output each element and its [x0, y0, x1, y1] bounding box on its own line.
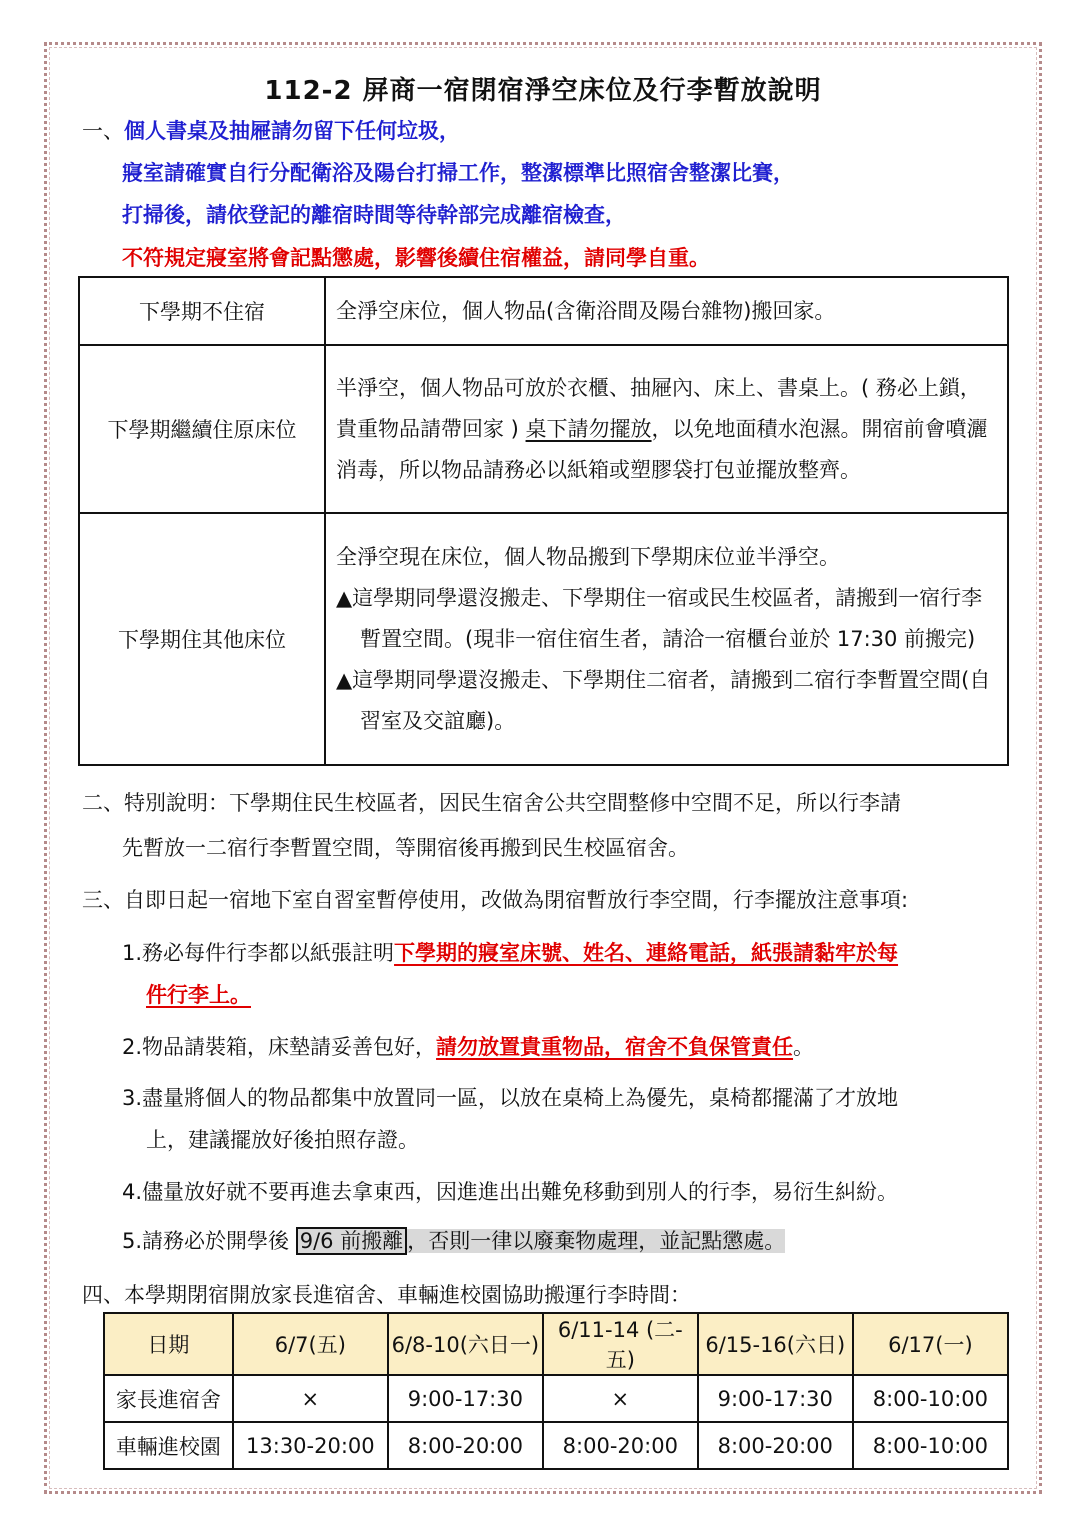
table-cell: 8:00-10:00: [853, 1422, 1008, 1469]
section3-item3-cont: 上，建議擺放好後拍照存證。: [146, 1128, 419, 1152]
table-row: [104, 1375, 1008, 1422]
row-text: [325, 345, 1008, 513]
row-label: 下學期繼續住原床位: [79, 345, 325, 513]
table-cell: 8:00-20:00: [388, 1422, 543, 1469]
item2-highlight: 請勿放置貴重物品，宿舍不負保管責任: [436, 1035, 794, 1059]
item1-text: 1.務必每件行李都以紙張註明: [122, 941, 395, 965]
schedule-table: [103, 1312, 1009, 1470]
section3-item1: [122, 938, 898, 968]
item5-end: ，否則一律以廢棄物處理，並記點懲處。: [407, 1229, 786, 1253]
section3-item3: 3.盡量將個人的物品都集中放置同一區，以放在桌椅上為優先，桌椅都擺滿了才放地: [122, 1086, 899, 1110]
row-text-line: 全淨空現在床位，個人物品搬到下學期床位並半淨空。: [336, 544, 840, 569]
section1-line1: [82, 116, 460, 146]
item2-text: 2.物品請裝箱，床墊請妥善包好，: [122, 1035, 437, 1059]
section1-text1: 個人書桌及抽屜請勿留下任何垃圾，: [124, 119, 460, 143]
item2-end: 。: [793, 1035, 815, 1059]
table-cell: 車輛進校園: [104, 1422, 233, 1469]
table-row: [79, 345, 1008, 513]
table-cell: 8:00-10:00: [853, 1375, 1008, 1422]
section3-item2: [122, 1032, 814, 1062]
deadline-box: 9/6 前搬離: [296, 1227, 407, 1255]
row-label: 下學期不住宿: [79, 277, 325, 345]
table-cell: 9:00-17:30: [698, 1375, 853, 1422]
section3-heading: 三、自即日起一宿地下室自習室暫停使用，改做為閉宿暫放行李空間，行李擺放注意事項:: [82, 888, 909, 912]
table-cell: 13:30-20:00: [233, 1422, 388, 1469]
table-cell: 8:00-20:00: [698, 1422, 853, 1469]
header-cell: 日期: [104, 1313, 233, 1375]
row-text-underlined: 桌下請勿擺放: [525, 416, 652, 441]
row-label: 下學期住其他床位: [79, 513, 325, 765]
section3-item4: 4.儘量放好就不要再進去拿東西，因進進出出難免移動到別人的行李，易衍生糾紛。: [122, 1180, 899, 1204]
header-cell: 6/15-16(六日): [698, 1313, 853, 1375]
table-cell: ×: [543, 1375, 698, 1422]
table-cell: ×: [233, 1375, 388, 1422]
section3-item1-cont: 件行李上。: [146, 983, 251, 1007]
row-text: 全淨空床位，個人物品(含衛浴間及陽台雜物)搬回家。: [325, 277, 1008, 345]
row-text-bullet: ▲這學期同學還沒搬走、下學期住一宿或民生校區者，請搬到一宿行李暫置空間。(現非一宿住宿生者，請洽一宿櫃台並於 17:30 前搬完): [336, 585, 983, 651]
section1-line2: 寢室請確實自行分配衛浴及陽台打掃工作，整潔標準比照宿舍整潔比賽，: [122, 161, 794, 185]
table-header-row: [104, 1313, 1008, 1375]
section4-heading: 四、本學期閉宿開放家長進宿舍、車輛進校園協助搬運行李時間：: [82, 1283, 691, 1307]
section2-line1: 二、特別說明：下學期住民生校區者，因民生宿舍公共空間整修中空間不足，所以行李請: [82, 791, 901, 815]
header-cell: 6/17(一): [853, 1313, 1008, 1375]
table-cell: 9:00-17:30: [388, 1375, 543, 1422]
section2-line2: 先暫放一二宿行李暫置空間，等開宿後再搬到民生校區宿舍。: [122, 836, 689, 860]
bed-rules-table: [78, 276, 1009, 766]
row-text-a: 半淨空，個人物品可放於衣櫃、抽屜內、床上、書桌上。( 務必上鎖，貴重物品請帶回家 ): [336, 375, 981, 441]
row-text-c: ，以免地面積水泡濕。開宿前會噴灑消毒，所以物品請務必以紙箱或塑膠袋打包並擺放整齊。: [336, 416, 988, 482]
section3-item5: [122, 1226, 785, 1256]
section1-prefix: 一、: [82, 119, 124, 143]
header-cell: 6/7(五): [233, 1313, 388, 1375]
row-text: [325, 513, 1008, 765]
table-row: [79, 513, 1008, 765]
table-cell: 家長進宿舍: [104, 1375, 233, 1422]
header-cell: 6/11-14 (二-五): [543, 1313, 698, 1375]
table-row: [79, 277, 1008, 345]
section1-line4: 不符規定寢室將會記點懲處，影響後續住宿權益，請同學自重。: [122, 246, 710, 270]
table-row: [104, 1422, 1008, 1469]
item5-text: 5.請務必於開學後: [122, 1229, 296, 1253]
page-title: 112-2 屏商一宿閉宿淨空床位及行李暫放說明: [264, 76, 822, 106]
item1-highlight: 下學期的寢室床號、姓名、連絡電話，紙張請黏牢於每: [394, 941, 899, 965]
section1-line3: 打掃後，請依登記的離宿時間等待幹部完成離宿檢查，: [122, 203, 626, 227]
table-cell: 8:00-20:00: [543, 1422, 698, 1469]
header-cell: 6/8-10(六日一): [388, 1313, 543, 1375]
row-text-bullet: ▲這學期同學還沒搬走、下學期住二宿者，請搬到二宿行李暫置空間(自習室及交誼廳)。: [336, 667, 991, 733]
